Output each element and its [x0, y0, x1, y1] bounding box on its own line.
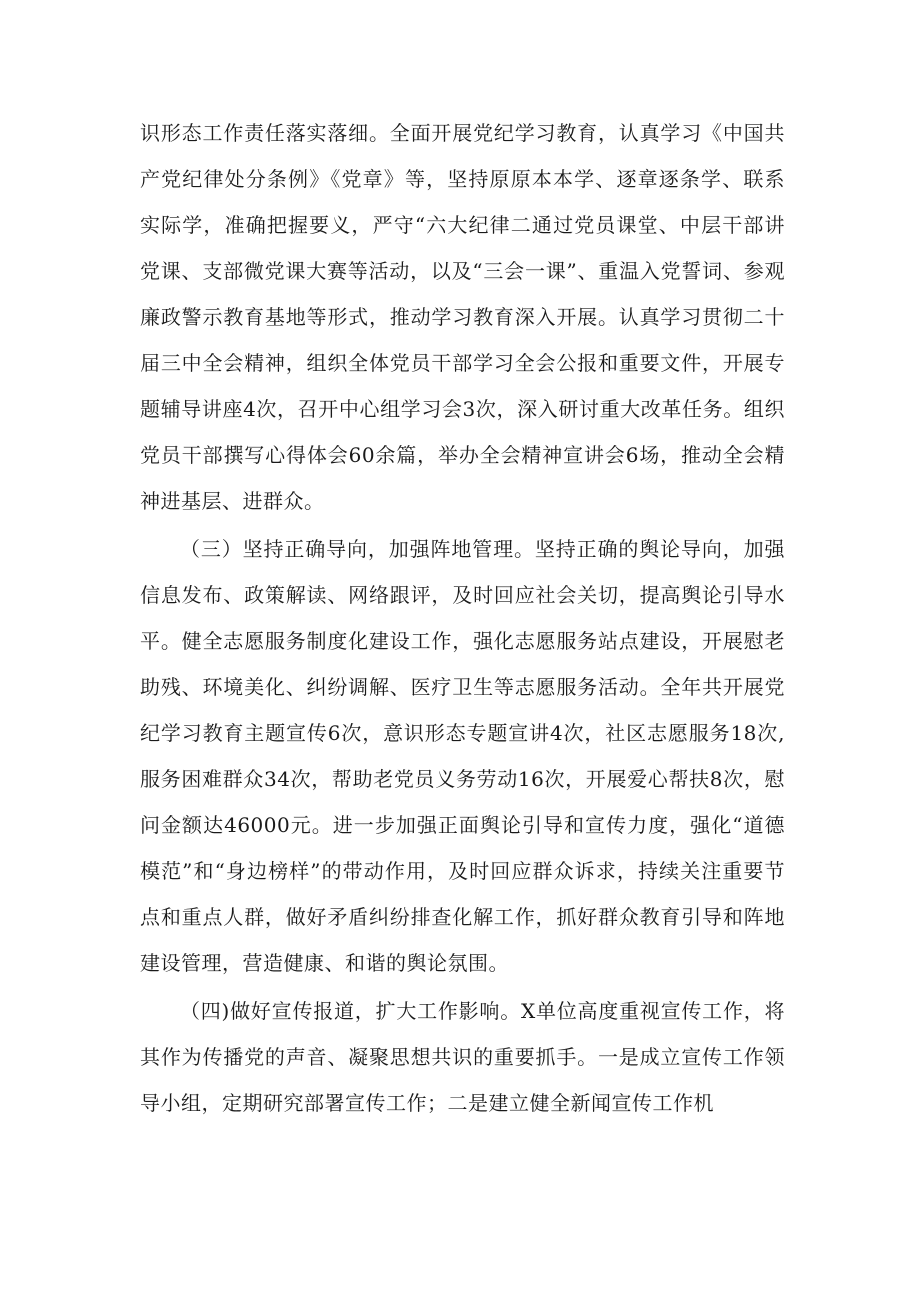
paragraph-2: （三）坚持正确导向，加强阵地管理。坚持正确的舆论导向，加强信息发布、政策解读、网络跟评，及时回应社会关切，提高舆论引导水平。健全志愿服务制度化建设工作，强化志愿服务站点建设，开展慰老助残、环境美化、纠纷调解、医疗卫生等志愿服务活动。全年共开展党纪学习教育主题宣传6次，意识形态专题宣讲4次，社区志愿服务18次,服务困难群众34次，帮助老党员义务劳动16次，开展爱心帮扶8次，慰问金额达46000元。进一步加强正面舆论引导和宣传力度，强化“道德模范”和“身边榜样”的带动作用，及时回应群众诉求，持续关注重要节点和重点人群，做好矛盾纠纷排查化解工作，抓好群众教育引导和阵地建设管理，营造健康、和谐的舆论氛围。 [140, 537, 785, 975]
paragraph-1: 识形态工作责任落实落细。全面开展党纪学习教育，认真学习《中国共产党纪律处分条例》《党章》等，坚持原原本本学、逐章逐条学、联系实际学，准确把握要义，严守“六大纪律二通过党员课堂、中层干部讲党课、支部微党课大赛等活动，以及“三会一课”、重温入党誓词、参观廉政警示教育基地等形式，推动学习教育深入开展。认真学习贯彻二十届三中全会精神，组织全体党员干部学习全会公报和重要文件，开展专题辅导讲座4次，召开中心组学习会3次，深入研讨重大改革任务。组织党员干部撰写心得体会60余篇，举办全会精神宣讲会6场，推动全会精神进基层、进群众。 [140, 121, 785, 513]
paragraph-3: （四)做好宣传报道，扩大工作影响。X单位高度重视宣传工作，将其作为传播党的声音、凝聚思想共识的重要抓手。一是成立宣传工作领导小组，定期研究部署宣传工作；二是建立健全新闻宣传工作机 [140, 999, 785, 1115]
document-body [140, 110, 785, 1128]
